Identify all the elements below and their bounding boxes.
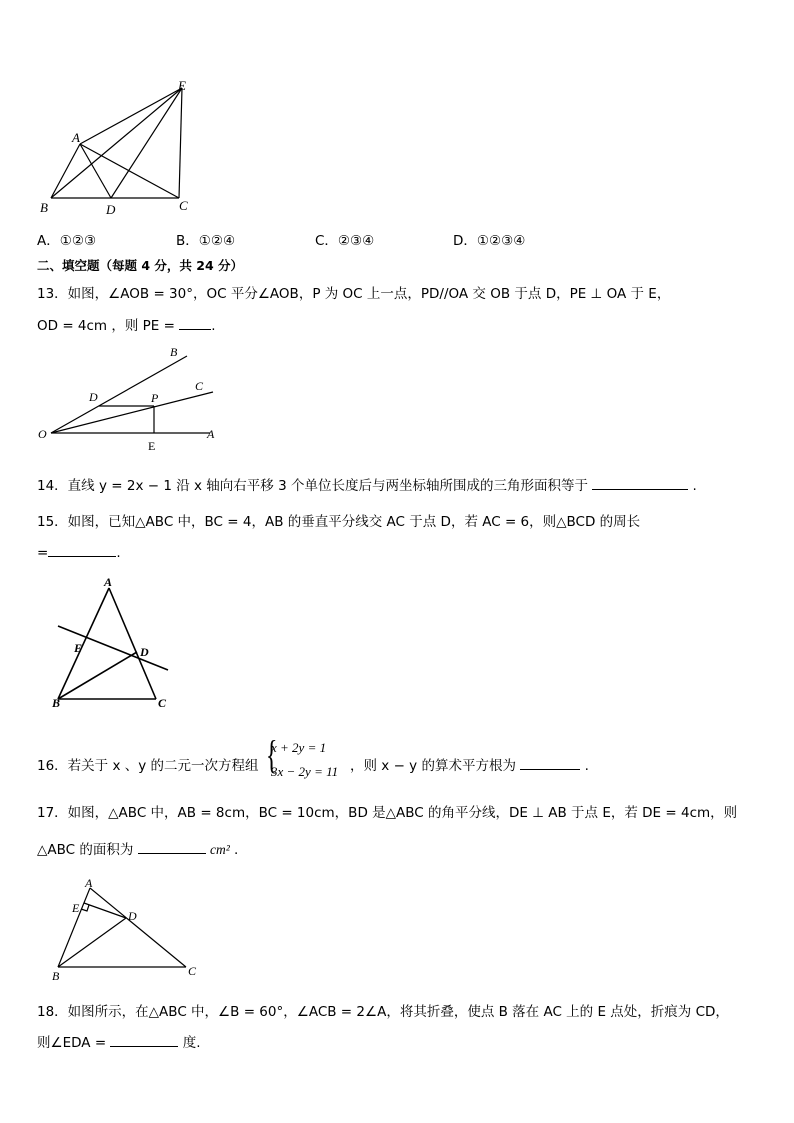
- q14-text: 14．直线 y = 2x − 1 沿 x 轴向右平移 3 个单位长度后与两坐标轴所围成的三角形面积等于: [37, 478, 588, 494]
- q17-line2: [37, 838, 238, 858]
- q18-answer-blank[interactable]: [110, 1032, 178, 1047]
- q13-label-A: A: [207, 427, 215, 441]
- q15-end: .: [116, 545, 121, 561]
- q13-line1: 13．如图，∠AOB = 30°，OC 平分∠AOB，P 为 OC 上一点，PD//OA 交 OB 于点 D，PE ⊥ OA 于 E，: [37, 286, 671, 302]
- option-d: D．①②③④: [453, 233, 526, 249]
- q17-label-D: D: [128, 909, 137, 923]
- q13-line2-text: OD = 4cm ，则 PE =: [37, 318, 175, 334]
- figure-q13: [37, 342, 227, 452]
- figure-q15: [48, 574, 178, 714]
- label-C: C: [179, 198, 188, 213]
- option-a: A．①②③: [37, 233, 97, 249]
- label-D: D: [106, 202, 116, 217]
- q16-eq2: 3x − 2y = 11: [271, 764, 339, 779]
- label-B: B: [40, 200, 48, 215]
- q15-line2-text: =: [37, 545, 49, 561]
- q13-label-C: C: [195, 379, 204, 393]
- q13-line2: [37, 314, 216, 334]
- q15-line1: 15．如图，已知△ABC 中，BC = 4，AB 的垂直平分线交 AC 于点 D，若 AC = 6，则△BCD 的周长: [37, 514, 641, 530]
- q15-answer-blank[interactable]: [48, 542, 116, 557]
- q13-label-P: P: [151, 391, 159, 405]
- q13-label-D: D: [89, 390, 98, 404]
- q13-label-E: E: [148, 439, 156, 452]
- q17-line2-text: △ABC 的面积为: [37, 842, 134, 858]
- q15-label-B: B: [52, 696, 61, 710]
- q15-label-E: E: [74, 641, 83, 655]
- q16-prefix: 16．若关于 x 、y 的二元一次方程组: [37, 758, 259, 774]
- q13-answer-blank[interactable]: [179, 315, 211, 330]
- q18-line2-text: 则∠EDA =: [37, 1035, 107, 1051]
- q17-label-B: B: [52, 969, 60, 982]
- q17-label-E: E: [72, 901, 80, 915]
- figure-q12: [40, 78, 200, 218]
- figure-q17: [48, 876, 208, 982]
- q14-end: .: [692, 478, 697, 494]
- label-E: E: [178, 78, 186, 93]
- q15-line2: [37, 542, 121, 561]
- section-heading: 二、填空题（每题 4 分，共 24 分）: [37, 258, 244, 273]
- q17-unit: cm²: [209, 842, 230, 857]
- q18-end: 度.: [182, 1035, 201, 1051]
- option-c: C．②③④: [315, 233, 375, 249]
- q17-label-A: A: [85, 876, 93, 890]
- q16-suffix: ，则 x − y 的算术平方根为: [350, 758, 516, 774]
- q17-end: .: [234, 842, 239, 858]
- q16-answer-blank[interactable]: [520, 755, 580, 770]
- q18-line1: 18．如图所示，在△ABC 中，∠B = 60°，∠ACB = 2∠A，将其折叠，使点 B 落在 AC 上的 E 点处，折痕为 CD，: [37, 1004, 729, 1020]
- q17-line1: 17．如图，△ABC 中，AB = 8cm，BC = 10cm，BD 是△ABC 的角平分线，DE ⊥ AB 于点 E，若 DE = 4cm，则: [37, 805, 738, 821]
- q13-label-O: O: [38, 427, 47, 441]
- q14-answer-blank[interactable]: [592, 475, 688, 490]
- q13-end: .: [211, 318, 216, 334]
- q17-answer-blank[interactable]: [138, 839, 206, 854]
- option-b: B．①②④: [176, 233, 236, 249]
- q15-label-A: A: [104, 575, 113, 589]
- q16-eq1: x + 2y = 1: [271, 740, 327, 755]
- q18-line2: [37, 1031, 201, 1051]
- q14: [37, 474, 697, 494]
- q15-label-C: C: [158, 696, 167, 710]
- q13-label-B: B: [170, 345, 178, 359]
- q16-brace: {: [265, 732, 278, 777]
- q15-label-D: D: [140, 645, 149, 659]
- label-A: A: [72, 130, 80, 145]
- q17-label-C: C: [188, 964, 197, 978]
- q16-suffix-row: [350, 754, 589, 774]
- q16-end: .: [584, 758, 589, 774]
